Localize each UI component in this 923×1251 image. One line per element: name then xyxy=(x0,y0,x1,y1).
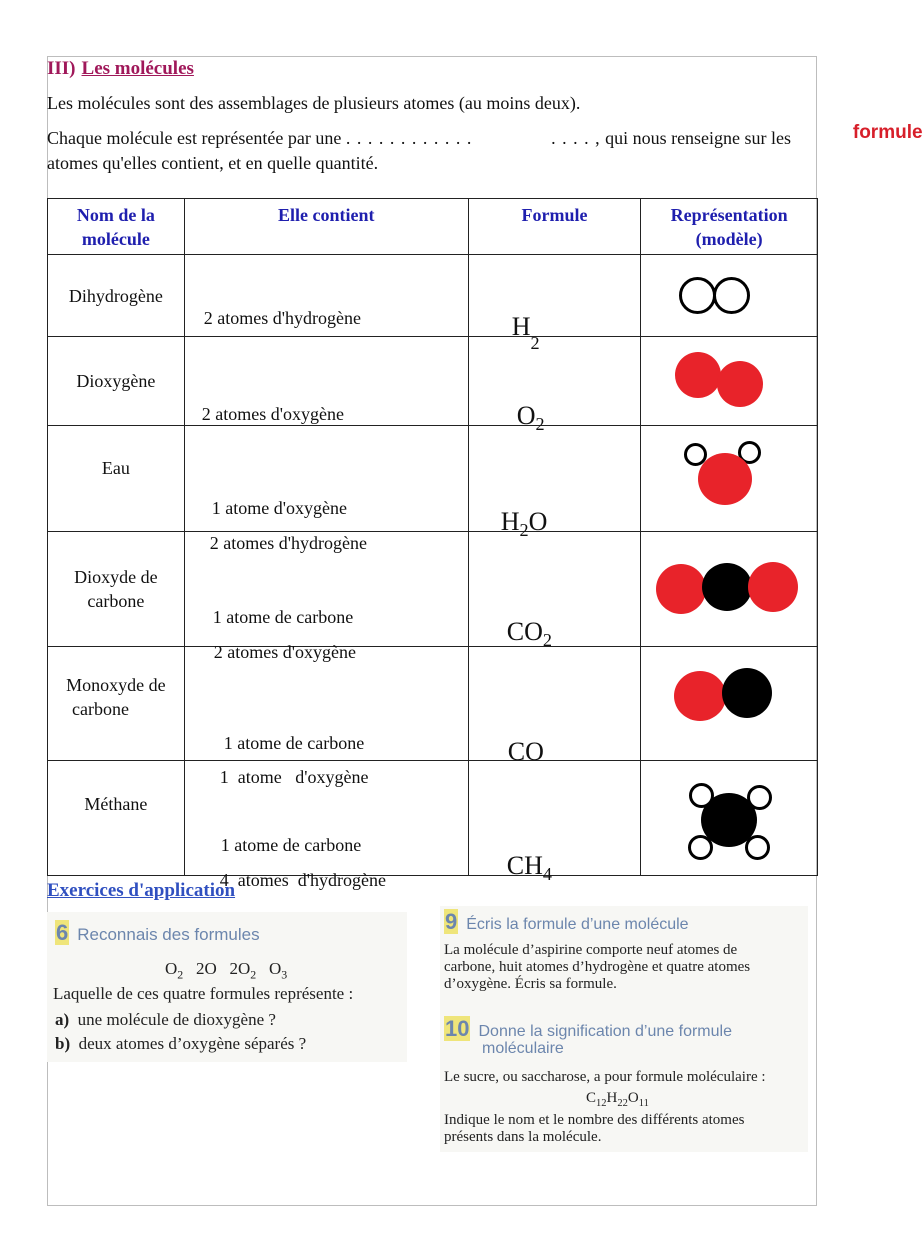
exercise-6-number: 6 xyxy=(56,920,69,945)
molecule-contains: 1 atome de carbone 4 atomes d'hydrogène xyxy=(184,761,468,876)
hydrogen-atom xyxy=(745,835,770,860)
molecule-contains: 1 atome de carbone 1 atome d'oxygène xyxy=(184,647,468,761)
molecule-formula: CO xyxy=(468,647,641,761)
exercise-6-b: b) deux atomes d’oxygène séparés ? xyxy=(55,1034,307,1053)
molecule-model-co2 xyxy=(641,532,818,647)
exercise-6-a: a) une molécule de dioxygène ? xyxy=(55,1010,276,1029)
exercise-10-text-1: Le sucre, ou saccharose, a pour formule moléculaire : xyxy=(444,1069,766,1085)
exercise-6-formulas: $O_2$ 2O $2O_2$ $O_3$ xyxy=(165,959,288,982)
molecule-model-co xyxy=(641,647,818,761)
exercise-10-title-1: Donne la signification d’une formule xyxy=(478,1023,732,1040)
intro-line-2 xyxy=(47,122,923,150)
intro-line-2-start: Chaque molécule est représentée par une xyxy=(47,128,342,148)
molecule-formula: $CO_2$ xyxy=(468,532,641,647)
exercise-9-title: Écris la formule d’une molécule xyxy=(466,916,689,933)
molecule-model-dioxygen xyxy=(641,337,818,426)
exercise-9-text-1: La molécule d’aspirine comporte neuf atomes de xyxy=(444,942,738,958)
oxygen-atom xyxy=(717,361,763,407)
molecule-name: Dihydrogène xyxy=(48,255,185,337)
exercises-9-10 xyxy=(440,906,808,1152)
molecule-name: Méthane xyxy=(48,761,185,876)
molecule-contains: 1 atome de carbone 2 atomes d'oxygène xyxy=(184,532,468,647)
exercise-10-text-2: Indique le nom et le nombre des différents atomes xyxy=(444,1112,745,1128)
molecule-formula: $O_2$ xyxy=(468,337,641,426)
exercise-9-header xyxy=(444,909,689,935)
molecule-contains: 1 atome d'oxygène 2 atomes d'hydrogène xyxy=(184,426,468,532)
hydrogen-atom xyxy=(747,785,772,810)
molecule-contains: 2 atomes d'hydrogène xyxy=(184,255,468,337)
table-header-row xyxy=(48,199,818,255)
oxygen-atom xyxy=(656,564,706,614)
carbon-atom xyxy=(702,563,752,611)
exercise-10-text-3: présents dans la molécule. xyxy=(444,1129,602,1145)
exercise-10-title-2: moléculaire xyxy=(482,1040,564,1057)
molecule-name: Dioxygène xyxy=(48,337,185,426)
header-contains: Elle contient xyxy=(184,199,468,255)
molecule-model-methane xyxy=(641,761,818,876)
intro-line-2-end: qui nous renseigne sur les xyxy=(605,128,792,148)
carbon-atom xyxy=(722,668,772,718)
exercise-9-number: 9 xyxy=(445,909,458,934)
section-heading: Les molécules xyxy=(81,58,194,79)
exercise-6-title: Reconnais des formules xyxy=(77,925,260,944)
molecule-formula: $CH_4$ xyxy=(468,761,641,876)
molecule-formula: $H_2$ xyxy=(468,255,641,337)
dots-before: . . . . . . . . . . . . xyxy=(345,128,473,148)
header-name: Nom de la molécule xyxy=(48,199,185,255)
table-row xyxy=(48,647,818,761)
exercise-6-question: Laquelle de ces quatre formules représente : xyxy=(53,984,354,1003)
oxygen-atom xyxy=(698,453,752,505)
oxygen-atom xyxy=(748,562,798,612)
molecule-name: Eau xyxy=(48,426,185,532)
hydrogen-atom xyxy=(713,277,750,314)
molecule-model-water xyxy=(641,426,818,532)
section-number: III) xyxy=(47,58,76,79)
exercises-title: Exercices d'application xyxy=(47,880,236,901)
table-row xyxy=(48,255,818,337)
header-formula: Formule xyxy=(468,199,641,255)
table-row xyxy=(48,532,818,647)
hydrogen-atom xyxy=(688,835,713,860)
table-row xyxy=(48,337,818,426)
section-title xyxy=(47,58,194,80)
table-row xyxy=(48,426,818,532)
molecule-name: Monoxyde de carbone xyxy=(48,647,185,761)
molecule-model-dihydrogen xyxy=(641,255,818,337)
exercise-9-text-3: d’oxygène. Écris sa formule. xyxy=(444,976,617,992)
molecule-name: Dioxyde de carbone xyxy=(48,532,185,647)
saccharose-formula: $C_{12}H_{22}O_{11}$ xyxy=(586,1090,649,1109)
intro-line-1: Les molécules sont des assemblages de plusieurs atomes (au moins deux). xyxy=(47,93,581,113)
header-model: Représentation (modèle) xyxy=(641,199,818,255)
hydrogen-atom xyxy=(679,277,716,314)
oxygen-atom xyxy=(674,671,726,721)
exercise-10-header xyxy=(444,1016,732,1042)
oxygen-atom xyxy=(675,352,721,398)
table-row xyxy=(48,761,818,876)
exercise-9-text-2: carbone, huit atomes d’hydrogène et quatre atomes xyxy=(444,959,751,975)
intro-line-3: atomes qu'elles contient, et en quelle quantité. xyxy=(47,153,379,173)
molecules-table xyxy=(47,198,818,890)
molecule-contains: 2 atomes d'oxygène xyxy=(184,337,468,426)
molecule-formula: $H_2O$ xyxy=(468,426,641,532)
blank-answer: formule xyxy=(852,122,923,143)
dots-after: . . . . , xyxy=(551,128,601,148)
exercise-6 xyxy=(47,912,407,1062)
exercise-10-number: 10 xyxy=(445,1016,470,1041)
